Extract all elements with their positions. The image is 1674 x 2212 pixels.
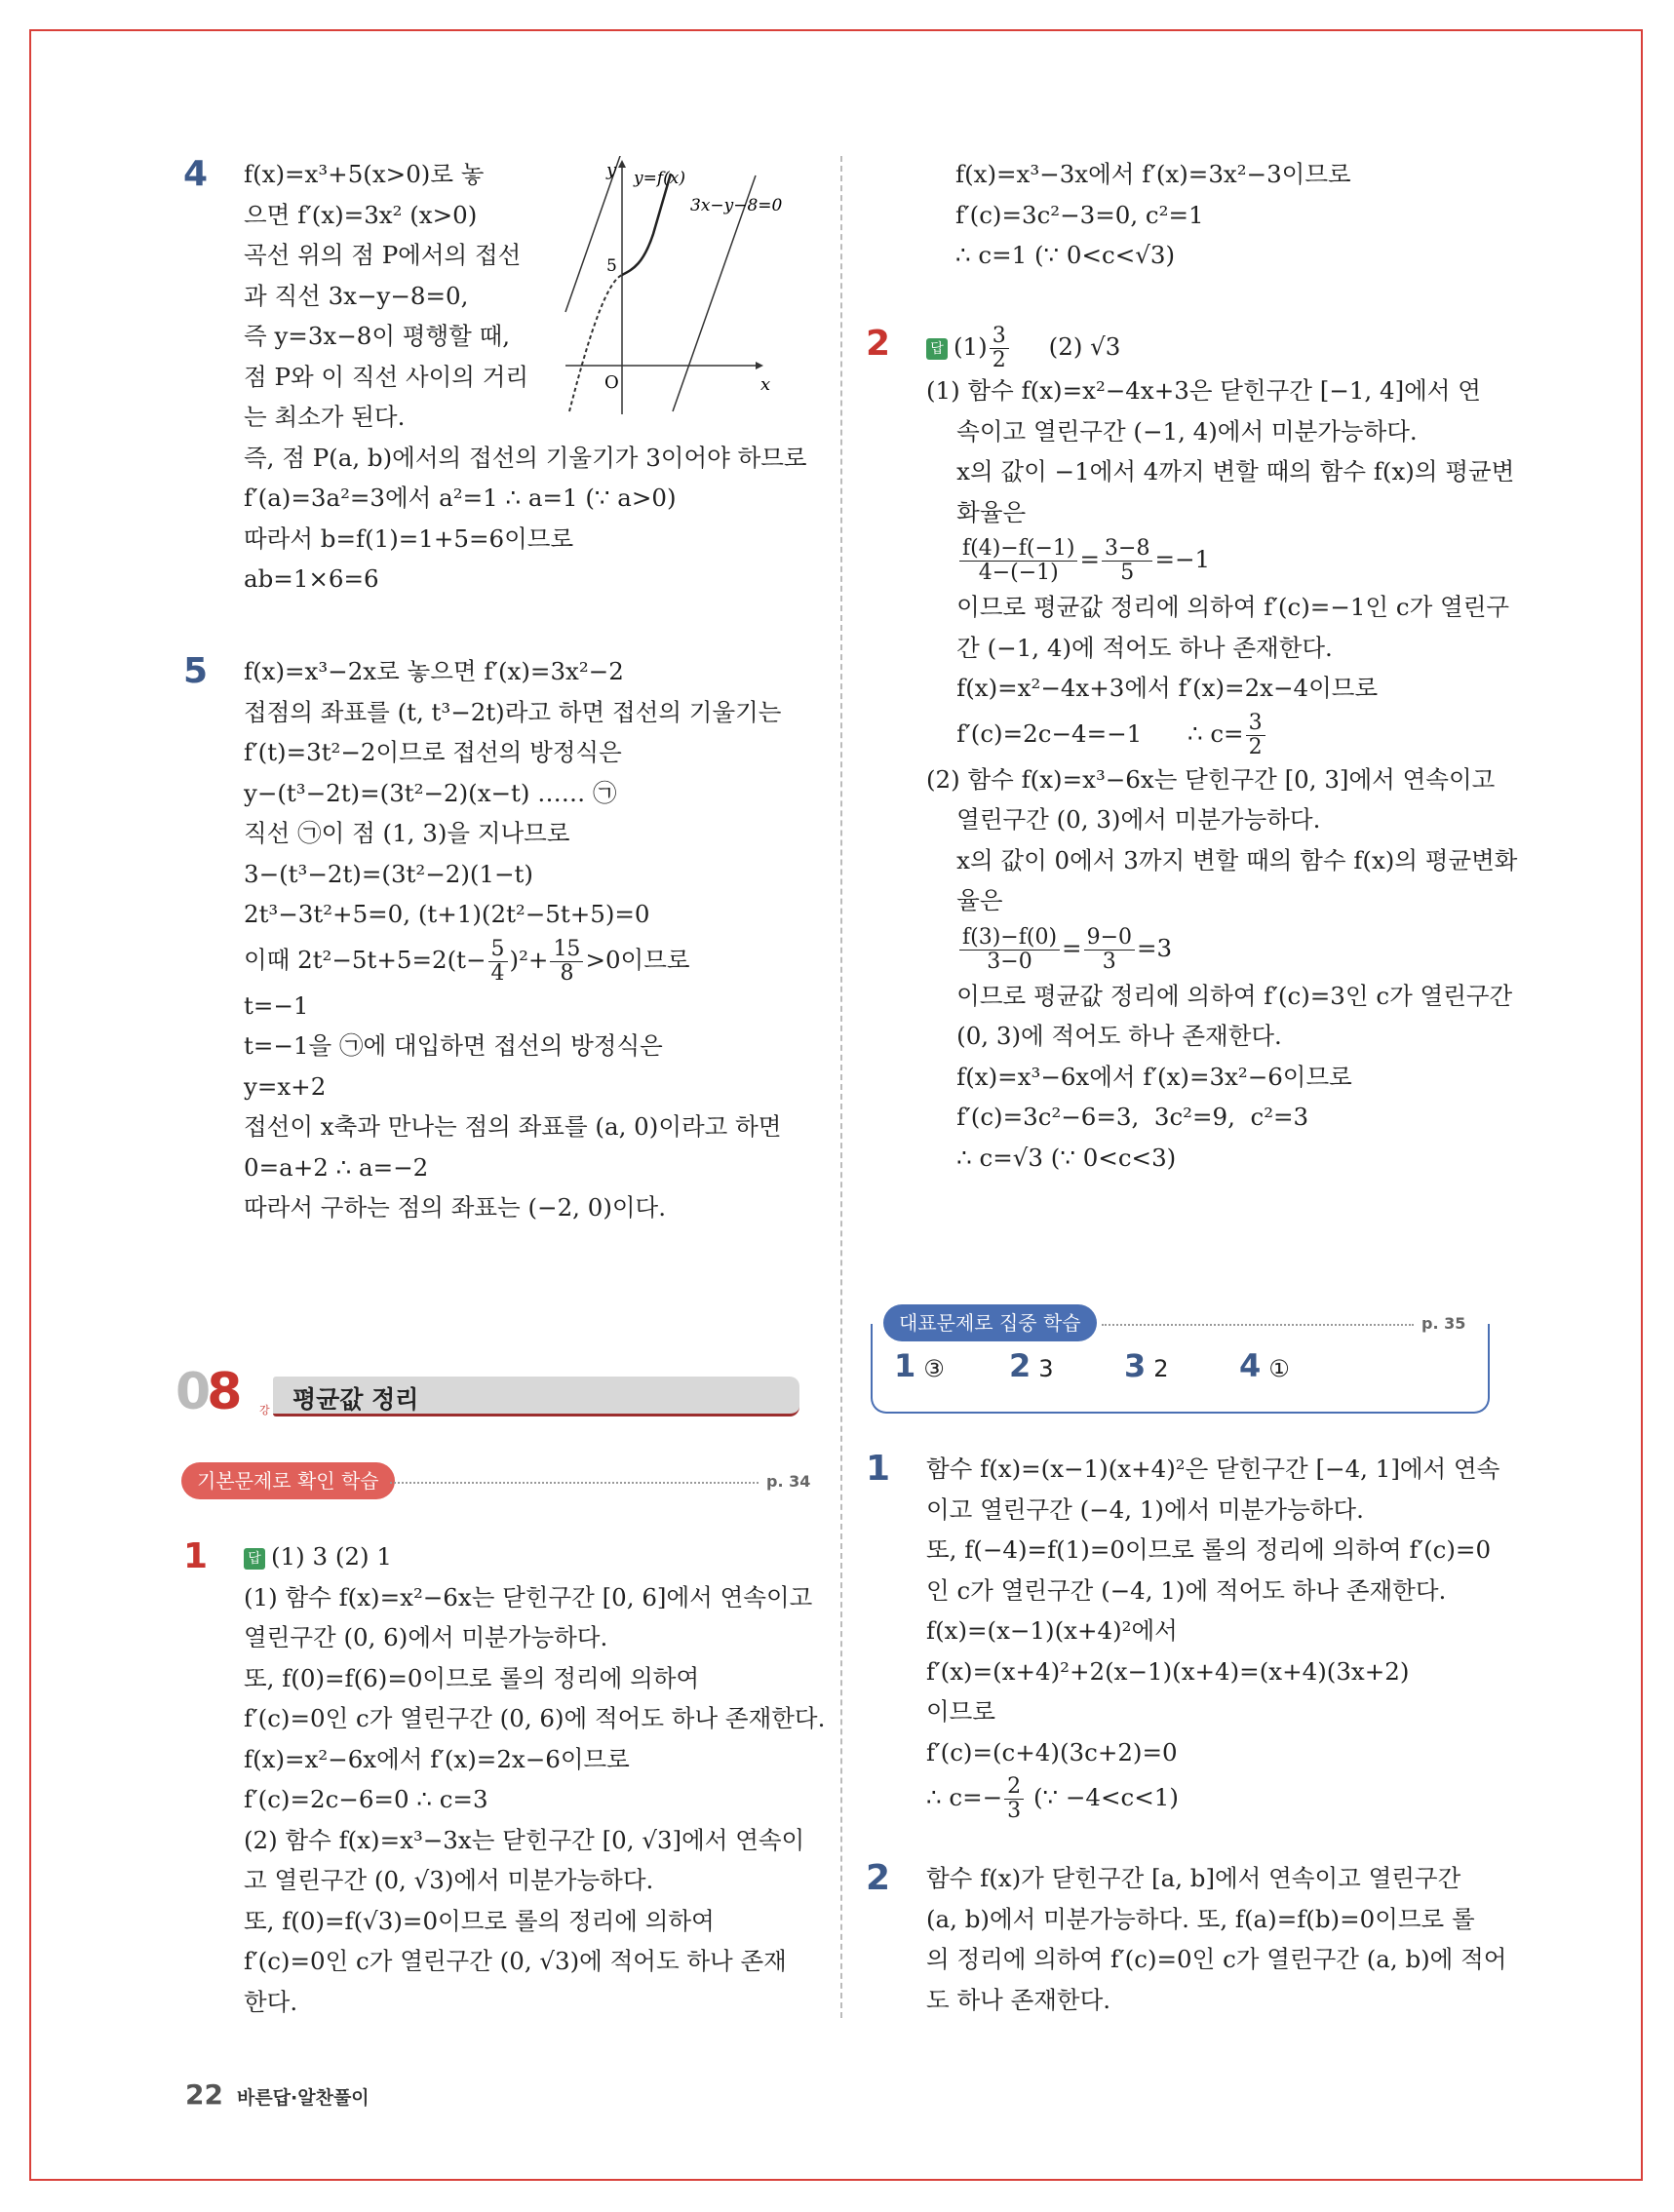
problem-number: 1 [183,1536,209,1576]
text-line: 또, f(0)=f(6)=0이므로 롤의 정리에 의하여 [244,1663,700,1692]
text-line: t=−1 [244,990,309,1020]
fraction: $\frac{f(4)-f(-1)}{4-(-1)}$ [959,537,1077,585]
origin-label: O [604,372,619,393]
text-line: y=x+2 [244,1071,327,1101]
text-line: t=−1을 ㉠에 대입하면 접선의 방정식은 [244,1031,663,1060]
equation-line: $\frac{f(3)-f(0)}{3-0}$ = $\frac{9-0}{3}$ =3 [926,921,1517,976]
tangent-line [565,156,634,312]
text-line: 도 하나 존재한다. [926,1985,1111,2014]
text-line: ∴ c=− $\frac{2}{3}$ (∵ −4<c<1) [926,1774,1179,1823]
fraction: $\frac{f(3)-f(0)}{3-0}$ [959,926,1060,974]
fraction: $\frac{3}{2}$ [990,325,1009,372]
text-line: (2) 함수 f(x)=x³−6x는 닫힌구간 [0, 3]에서 연속이고 [926,764,1496,794]
answer-badge: 답 [244,1548,265,1570]
text-line: 즉 y=3x−8이 평행할 때, [244,322,511,350]
dotted-leader [390,1482,759,1484]
text-line: (2) 함수 f(x)=x³−3x는 닫힌구간 [0, √3]에서 연속이 [244,1825,805,1854]
text-line: 인 c가 열린구간 (−4, 1)에 적어도 하나 존재한다. [926,1575,1447,1605]
y-axis-label: y [606,160,617,180]
text-line: (1) 함수 f(x)=x²−4x+3은 닫힌구간 [−1, 4]에서 연 [926,376,1481,405]
answer-item: 3 2 [1124,1347,1169,1384]
text-line: f′(c)=0인 c가 열린구간 (0, √3)에 적어도 하나 존재 [244,1947,787,1975]
text-line: 이때 2t²−5t+5=2(t− $\frac{5}{4}$ )²+ $\frac{15}{8}$ >0이므로 [244,936,690,986]
text-line: 접점의 좌표를 (t, t³−2t)라고 하면 접선의 기울기는 [244,697,782,726]
text-line: ∴ c=√3 (∵ 0<c<3) [926,1143,1177,1172]
text-line: y−(t³−2t)=(3t²−2)(x−t) …… ㉠ [244,778,617,807]
text-line: f(x)=x²−6x에서 f′(x)=2x−6이므로 [244,1744,630,1773]
curve-label: y=f(x) [634,169,685,188]
text-line: 따라서 b=f(1)=1+5=6이므로 [244,524,574,553]
fraction: $\frac{15}{8}$ [550,938,583,986]
text-line: 는 최소가 된다. [244,403,406,431]
text-line: 열린구간 (0, 3)에서 미분가능하다. [926,805,1321,834]
section-number: 08 [175,1363,239,1421]
page-ref: p. 34 [766,1472,811,1491]
text-line: f(x)=x³−2x로 놓으면 f′(x)=3x²−2 [244,657,624,685]
x-axis-label: x [760,374,771,395]
fraction: $\frac{5}{4}$ [488,938,508,986]
rep-2-solution [926,1858,1506,2020]
curve [622,174,671,275]
text-line: 2t³−3t²+5=0, (t+1)(2t²−5t+5)=0 [244,900,650,928]
page-ref: p. 35 [1421,1314,1466,1333]
text-line: f(x)=x³−6x에서 f′(x)=3x²−6이므로 [926,1062,1352,1091]
text-line: f′(c)=(c+4)(3c+2)=0 [926,1737,1178,1766]
text-line: f′(c)=3c²−3=0, c²=1 [955,200,1204,229]
text-line: f′(c)=0인 c가 열린구간 (0, 6)에 적어도 하나 존재한다. [244,1704,826,1732]
text-line: 열린구간 (0, 6)에서 미분가능하다. [244,1623,608,1651]
text-line: f(x)=x²−4x+3에서 f′(x)=2x−4이므로 [926,674,1379,702]
text-line: 또, f(0)=f(√3)=0이므로 롤의 정리에 의하여 [244,1906,715,1935]
line-label: 3x−y−8=0 [690,196,783,215]
tangent-graph [556,156,809,419]
text-line: 이므로 [926,1697,996,1726]
fraction: $\frac{9-0}{3}$ [1084,926,1135,974]
basic-problems-pill: 기본문제로 확인 학습 [181,1462,395,1499]
answer-line: 답 (1) 3 (2) 1 [244,1536,825,1577]
fraction: $\frac{3}{2}$ [1246,712,1265,759]
text-line: f′(c)=2c−4=−1 ∴ c= $\frac{3}{2}$ [926,709,1517,759]
text-line: 으면 f′(x)=3x² (x>0) [244,200,478,229]
text-line: (a, b)에서 미분가능하다. 또, f(a)=f(b)=0이므로 롤 [926,1904,1475,1933]
text-line: ab=1×6=6 [244,564,379,593]
text-line: f′(c)=3c²−6=3, 3c²=9, c²=3 [926,1103,1309,1131]
continued-solution [955,154,1351,276]
fraction: $\frac{3-8}{5}$ [1102,537,1152,585]
text-line: 3−(t³−2t)=(3t²−2)(1−t) [244,859,533,888]
text-line: 곡선 위의 점 P에서의 접선 [244,241,522,269]
problem-number: 1 [866,1449,891,1489]
problem-number: 2 [866,324,891,364]
basic-2-solution [926,324,1517,1178]
problem-number: 5 [183,651,209,691]
text-line: 0=a+2 ∴ a=−2 [244,1152,429,1182]
representative-problems-pill: 대표문제로 집중 학습 [883,1304,1097,1341]
book-label: 바른답·알찬풀이 [236,2087,370,2109]
text-line: 이므로 평균값 정리에 의하여 f′(c)=3인 c가 열린구간 [926,981,1513,1010]
answer-line: 답 (1) $\frac{3}{2}$ (2) √3 [926,324,1517,370]
fraction: $\frac{2}{3}$ [1004,1775,1024,1823]
text-line: 화율은 [926,497,1027,526]
text-line: 접선이 x축과 만나는 점의 좌표를 (a, 0)이라고 하면 [244,1112,782,1141]
text-line: 함수 f(x)가 닫힌구간 [a, b]에서 연속이고 열린구간 [926,1864,1461,1892]
section-header [175,1363,809,1421]
text-line: 율은 [926,886,1003,914]
text-line: 간 (−1, 4)에 적어도 하나 존재한다. [926,633,1333,662]
curve-hidden-part [569,174,671,411]
tick-label: 5 [606,256,617,276]
text-line: f′(t)=3t²−2이므로 접선의 방정식은 [244,738,622,766]
text-line: f(x)=x³+5(x>0)로 놓 [244,160,485,188]
equation-line: $\frac{f(4)-f(-1)}{4-(-1)}$ = $\frac{3-8}{5}$ =−1 [926,532,1517,587]
text-line: 함수 f(x)=(x−1)(x+4)²은 닫힌구간 [−4, 1]에서 연속 [926,1455,1500,1483]
answer-summary-box [871,1324,1490,1414]
page-footer [185,2078,370,2111]
section-suffix: 강 [259,1404,270,1416]
text-line: (1) 함수 f(x)=x²−6x는 닫힌구간 [0, 6]에서 연속이고 [244,1582,813,1611]
text-line: 따라서 구하는 점의 좌표는 (−2, 0)이다. [244,1193,667,1222]
answer-item: 4 ① [1239,1347,1290,1384]
answer-item: 2 3 [1009,1347,1054,1384]
text-line: 점 P와 이 직선 사이의 거리 [244,362,529,391]
text-line: 속이고 열린구간 (−1, 4)에서 미분가능하다. [926,416,1418,446]
problem-5-solution [244,651,781,1228]
rep-1-solution [926,1449,1499,1823]
text-line: x의 값이 −1에서 4까지 변할 때의 함수 f(x)의 평균변 [926,457,1515,485]
text-line: 직선 ㉠이 점 (1, 3)을 지나므로 [244,819,570,847]
text-line: f(x)=x³−3x에서 f′(x)=3x²−3이므로 [955,160,1351,188]
basic-1-solution [244,1536,825,2022]
text-line: 즉, 점 P(a, b)에서의 접선의 기울기가 3이어야 하므로 [244,443,807,472]
text-line: 이므로 평균값 정리에 의하여 f′(c)=−1인 c가 열린구 [926,593,1510,621]
problem-number: 4 [183,154,209,194]
text-line: 고 열린구간 (0, √3)에서 미분가능하다. [244,1866,654,1894]
text-line: 과 직선 3x−y−8=0, [244,281,469,310]
problem-number: 2 [866,1858,891,1898]
answer-badge: 답 [926,338,948,360]
section-title: 평균값 정리 [292,1385,419,1414]
text-line: x의 값이 0에서 3까지 변할 때의 함수 f(x)의 평균변화 [926,845,1518,874]
text-line: 의 정리에 의하여 f′(c)=0인 c가 열린구간 (a, b)에 적어 [926,1945,1507,1973]
text-line: f(x)=(x−1)(x+4)²에서 [926,1616,1178,1645]
text-line: 또, f(−4)=f(1)=0이므로 롤의 정리에 의하여 f′(c)=0 [926,1535,1492,1564]
text-line: 이고 열린구간 (−4, 1)에서 미분가능하다. [926,1494,1364,1524]
text-line: f′(x)=(x+4)²+2(x−1)(x+4)=(x+4)(3x+2) [926,1656,1410,1686]
text-line: (0, 3)에 적어도 하나 존재한다. [926,1022,1282,1050]
text-line: f′(a)=3a²=3에서 a²=1 ∴ a=1 (∵ a>0) [244,484,677,512]
answer-item: 1 ③ [894,1347,945,1384]
text-line: 한다. [244,1987,298,2016]
text-line: ∴ c=1 (∵ 0<c<√3) [955,241,1176,269]
text-line: f′(c)=2c−6=0 ∴ c=3 [244,1785,488,1813]
page-number: 22 [185,2078,223,2111]
column-divider [840,156,842,2018]
